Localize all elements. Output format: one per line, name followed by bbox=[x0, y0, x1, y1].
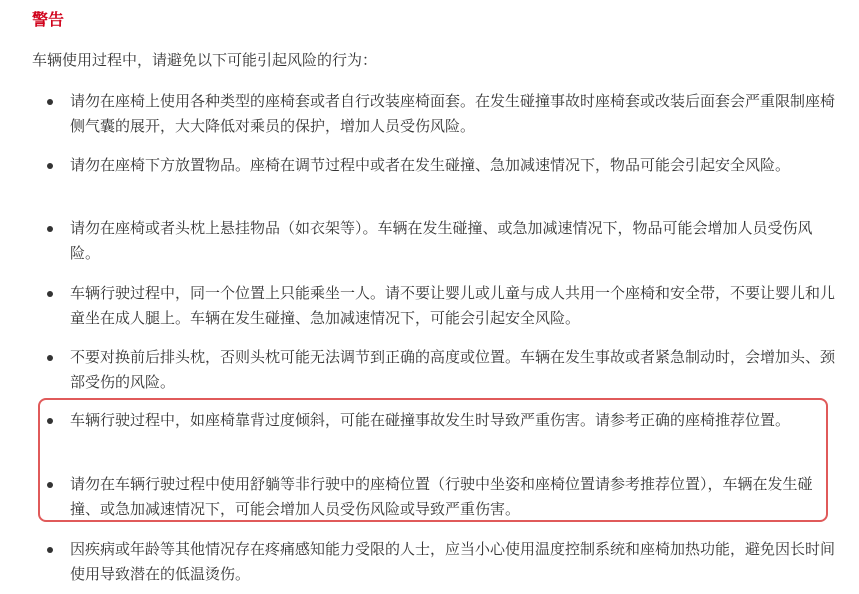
bullet-icon bbox=[47, 355, 53, 361]
bullet-icon bbox=[47, 418, 53, 424]
list-item-text: 因疾病或年龄等其他情况存在疼痛感知能力受限的人士，应当小心使用温度控制系统和座椅加热功能，避免因长时间使用导致潜在的低温烫伤。 bbox=[70, 540, 836, 583]
warning-title: 警告 bbox=[32, 10, 65, 29]
bullet-icon bbox=[47, 99, 53, 105]
warning-intro: 车辆使用过程中，请避免以下可能引起风险的行为： bbox=[32, 51, 378, 69]
list-item-text: 车辆行驶过程中，如座椅靠背过度倾斜，可能在碰撞事故发生时导致严重伤害。请参考正确的座椅推荐位置。 bbox=[70, 411, 791, 429]
bullet-icon bbox=[47, 291, 53, 297]
list-item-text: 请勿在座椅上使用各种类型的座椅套或者自行改装座椅面套。在发生碰撞事故时座椅套或改装后面套会严重限制座椅侧气囊的展开，大大降低对乘员的保护，增加人员受伤风险。 bbox=[70, 92, 836, 135]
list-item-text: 请勿在车辆行驶过程中使用舒躺等非行驶中的座椅位置（行驶中坐姿和座椅位置请参考推荐位置），车辆在发生碰撞、或急加减速情况下，可能会增加人员受伤风险或导致严重伤害。 bbox=[70, 475, 813, 518]
bullet-icon bbox=[47, 163, 53, 169]
bullet-icon bbox=[47, 482, 53, 488]
bullet-icon bbox=[47, 226, 53, 232]
list-item-text: 不要对换前后排头枕，否则头枕可能无法调节到正确的高度或位置。车辆在发生事故或者紧急制动时，会增加头、颈部受伤的风险。 bbox=[70, 348, 836, 391]
list-item-text: 车辆行驶过程中，同一个位置上只能乘坐一人。请不要让婴儿或儿童与成人共用一个座椅和安全带，不要让婴儿和儿童坐在成人腿上。车辆在发生碰撞、急加减速情况下，可能会引起安全风险。 bbox=[70, 284, 836, 327]
bullet-icon bbox=[47, 547, 53, 553]
list-item-text: 请勿在座椅下方放置物品。座椅在调节过程中或者在发生碰撞、急加减速情况下，物品可能会引起安全风险。 bbox=[70, 156, 791, 174]
list-item-text: 请勿在座椅或者头枕上悬挂物品（如衣架等）。车辆在发生碰撞、或急加减速情况下，物品可能会增加人员受伤风险。 bbox=[70, 219, 813, 262]
